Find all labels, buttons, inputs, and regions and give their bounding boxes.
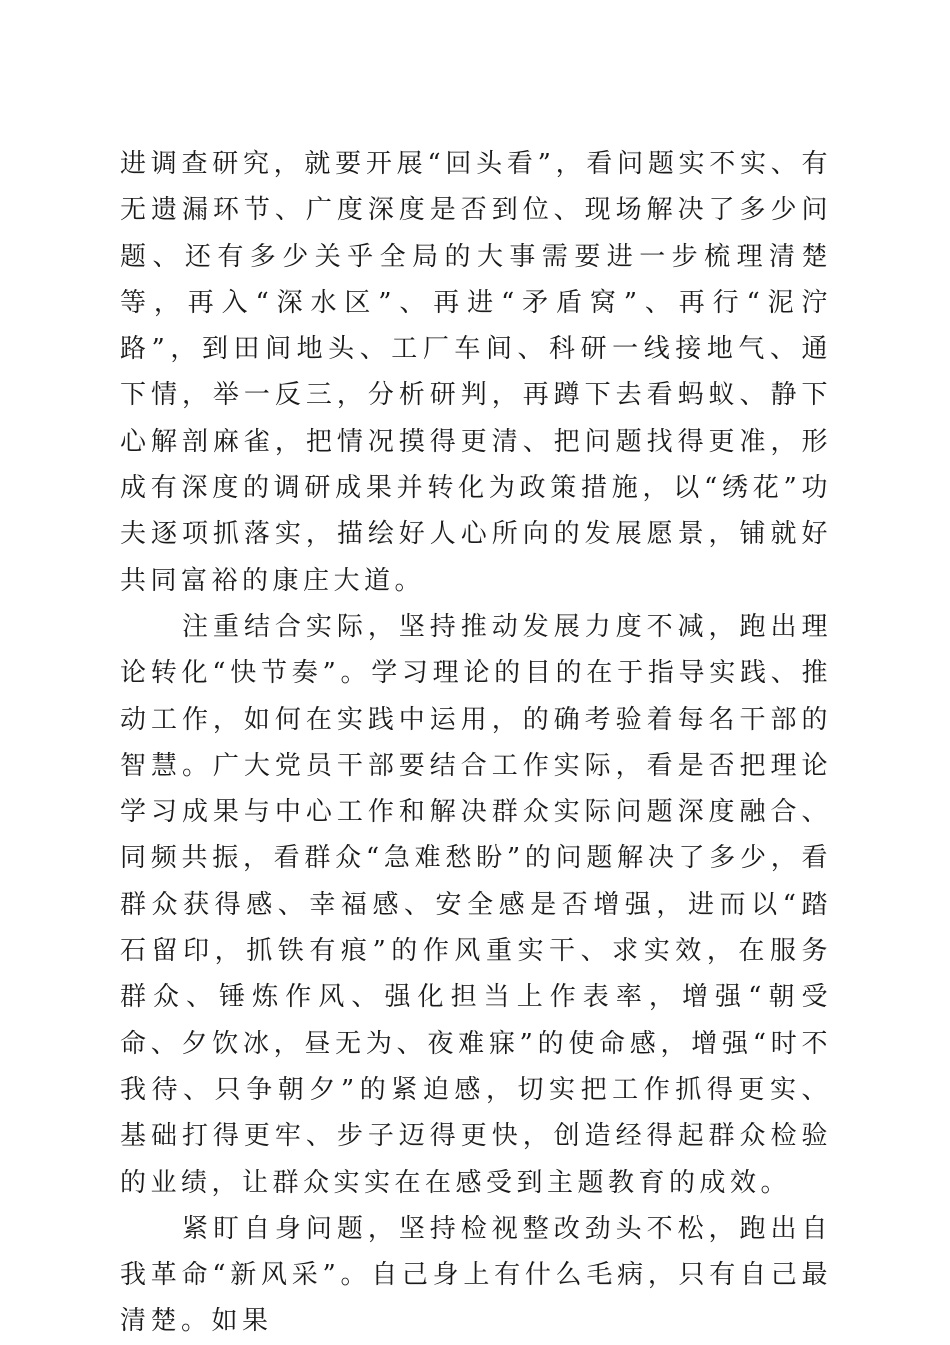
body-text [120,141,832,1345]
paragraph-3: 紧盯自身问题，坚持检视整改劲头不松，跑出自我革命“新风采”。自己身上有什么毛病，只有自己最清楚。如果 [120,1213,832,1337]
paragraph-2: 注重结合实际，坚持推动发展力度不减，跑出理论转化“快节奏”。学习理论的目的在于指导实践、推动工作，如何在实践中运用，的确考验着每名干部的智慧。广大党员干部要结合工作实际，看是否把理论学习成果与中心工作和解决群众实际问题深度融合、同频共振，看群众“急难愁盼”的问题解决了多少，看群众获得感、幸福感、安全感是否增强，进而以“踏石留印，抓铁有痕”的作风重实干、求实效，在服务群众、锤炼作风、强化担当上作表率，增强“朝受命、夕饮冰，昼无为、夜难寐”的使命感，增强“时不我待、只争朝夕”的紧迫感，切实把工作抓得更实、基础打得更牢、步子迈得更快，创造经得起群众检验的业绩，让群众实实在在感受到主题教育的成效。 [120,611,832,1198]
paragraph-1: 进调查研究，就要开展“回头看”，看问题实不实、有无遗漏环节、广度深度是否到位、现场解决了多少问题、还有多少关乎全局的大事需要进一步梳理清楚等，再入“深水区”、再进“矛盾窝”、再行“泥泞路”，到田间地头、工厂车间、科研一线接地气、通下情，举一反三，分析研判，再蹲下去看蚂蚁、静下心解剖麻雀，把情况摸得更清、把问题找得更准，形成有深度的调研成果并转化为政策措施，以“绣花”功夫逐项抓落实，描绘好人心所向的发展愿景，铺就好共同富裕的康庄大道。 [120,149,832,596]
